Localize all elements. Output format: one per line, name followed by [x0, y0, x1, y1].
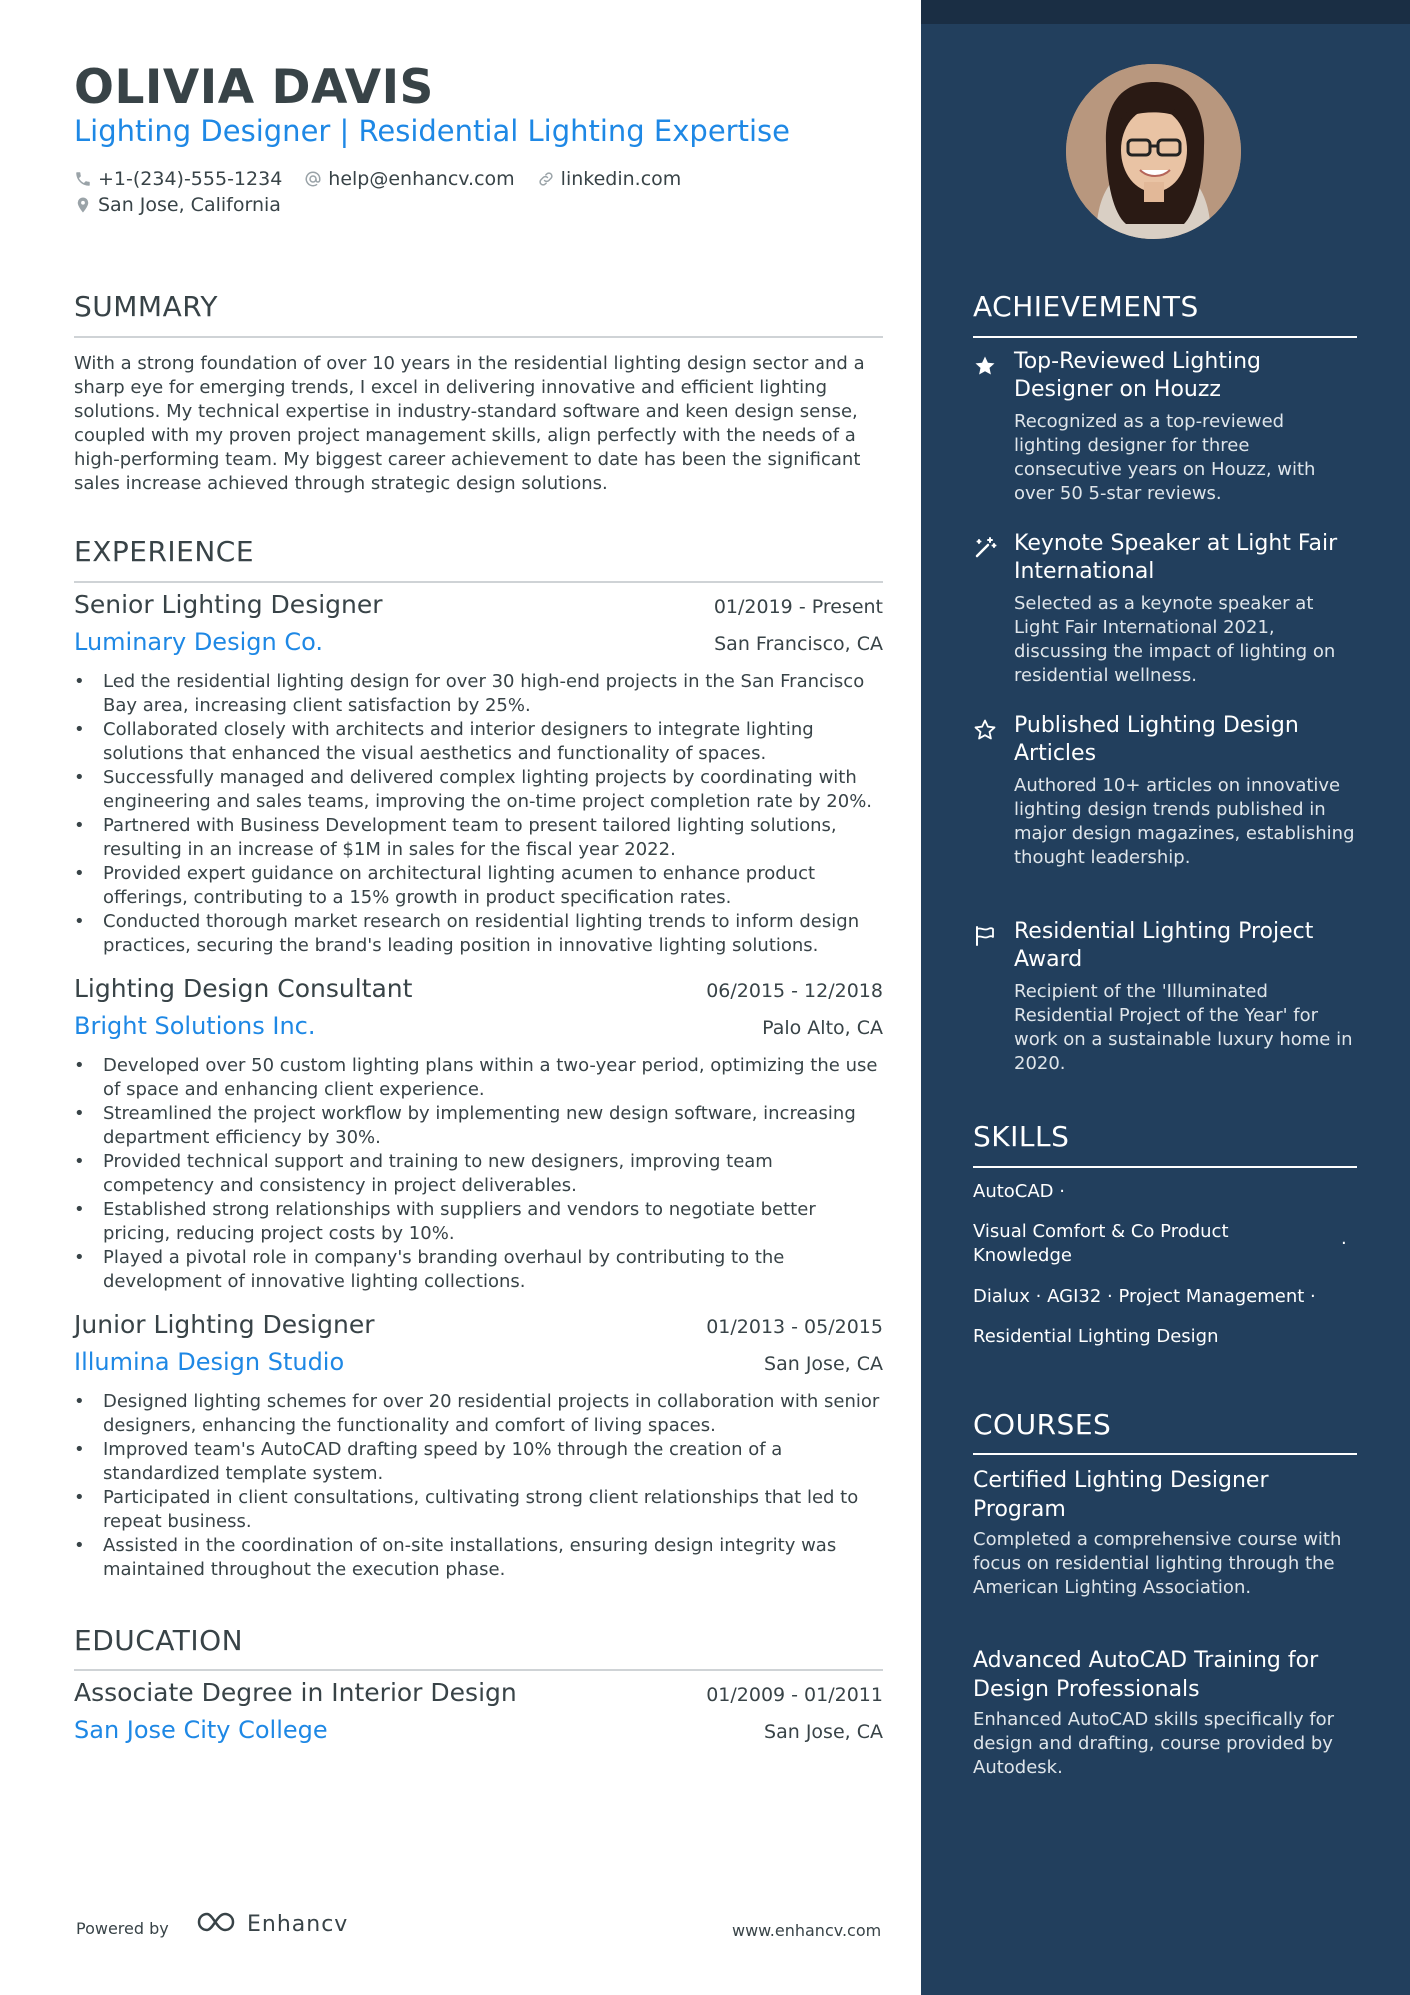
- link-icon: [537, 170, 555, 188]
- location-text: San Jose, California: [98, 194, 281, 216]
- course-desc: Completed a comprehensive course with focus on residential lighting through the American Lighting Association.: [973, 1529, 1342, 1598]
- phone-text: +1-(234)-555-1234: [98, 168, 283, 190]
- school-location: San Jose, CA: [764, 1721, 883, 1743]
- bullet-item: • Led the residential lighting design for over 30 high-end projects in the San Francisco Bay area, increasing client satisfaction by 25%.: [74, 670, 883, 718]
- achievement-title: Keynote Speaker at Light Fair International: [1014, 531, 1338, 584]
- achievement-item: [973, 918, 1357, 1076]
- achievement-desc: Recognized as a top-reviewed lighting designer for three consecutive years on Houzz, with over 50 5-star reviews.: [1014, 411, 1316, 504]
- courses-divider: [973, 1453, 1357, 1455]
- phone-icon: [74, 170, 92, 188]
- bullet-item: • Partnered with Business Development team to present tailored lighting solutions, resulting in an increase of $1M in sales for the fiscal year 2022.: [74, 814, 883, 862]
- email-item[interactable]: [304, 168, 514, 190]
- bullet-item: • Developed over 50 custom lighting plans within a two-year period, optimizing the use of space and enhancing client experience.: [74, 1054, 883, 1102]
- candidate-name: OLIVIA DAVIS: [74, 60, 434, 115]
- course-title: Advanced AutoCAD Training for Design Professionals: [973, 1648, 1319, 1702]
- enhancv-brand-text: Enhancv: [247, 1911, 349, 1937]
- achievement-item: [973, 530, 1357, 688]
- enhancv-logo-icon: [195, 1910, 239, 1938]
- course-item: [973, 1646, 1357, 1780]
- bullet-item: • Improved team's AutoCAD drafting speed by 10% through the creation of a standardized template system.: [74, 1438, 883, 1486]
- bullet-item: • Established strong relationships with suppliers and vendors to negotiate better pricing, reducing project costs by 10%.: [74, 1198, 883, 1246]
- email-text[interactable]: help@enhancv.com: [328, 168, 515, 190]
- summary-text: With a strong foundation of over 10 years in the residential lighting design sector and a sharp eye for emerging trends, I excel in delivering innovative and efficient lighting solutions. My technical expertise in industry-standard software and keen design sense, coupled with my proven project management skills, align perfectly with the needs of a high-performing team. My biggest career achievement to date has been the significant sales increase achieved through strategic design solutions.: [74, 353, 865, 494]
- achievement-title: Residential Lighting Project Award: [1014, 919, 1314, 972]
- powered-by-label: Powered by: [76, 1919, 169, 1938]
- skill-tag: Residential Lighting Design: [973, 1326, 1219, 1347]
- course-desc: Enhanced AutoCAD skills specifically for design and drafting, course provided by Autodesk.: [973, 1709, 1335, 1778]
- bullet-item: • Collaborated closely with architects and interior designers to integrate lighting solutions that enhanced the visual aesthetics and functionality of spaces.: [74, 718, 883, 766]
- profile-photo: [1066, 64, 1241, 239]
- at-icon: [304, 170, 322, 188]
- contact-info: [74, 166, 703, 218]
- achievement-desc: Selected as a keynote speaker at Light Fair International 2021, discussing the impact of lighting on residential wellness.: [1014, 593, 1336, 686]
- skill-tag: Visual Comfort & Co Product: [973, 1221, 1229, 1242]
- degree-name: Associate Degree in Interior Design: [74, 1678, 517, 1707]
- job-entry: [74, 974, 883, 1294]
- linkedin-item[interactable]: [537, 168, 682, 190]
- experience-divider: [74, 581, 883, 583]
- job-role: Junior Lighting Designer: [74, 1310, 375, 1339]
- job-entry: [74, 1310, 883, 1582]
- skill-separator: ·: [1341, 1233, 1347, 1254]
- footer-url[interactable]: www.enhancv.com: [732, 1921, 882, 1940]
- job-company: Bright Solutions Inc.: [74, 1012, 316, 1040]
- location-item: [74, 194, 281, 216]
- job-bullets: [74, 1390, 883, 1582]
- bullet-item: • Provided technical support and training to new designers, improving team competency and consistency in project deliverables.: [74, 1150, 883, 1198]
- job-company: Luminary Design Co.: [74, 628, 323, 656]
- phone-item: [74, 168, 282, 190]
- education-divider: [74, 1669, 883, 1671]
- job-dates: 06/2015 - 12/2018: [706, 980, 883, 1002]
- job-entry: [74, 590, 883, 958]
- job-dates: 01/2013 - 05/2015: [706, 1316, 883, 1338]
- bullet-item: • Conducted thorough market research on residential lighting trends to inform design practices, securing the brand's leading position in innovative lighting solutions.: [74, 910, 883, 958]
- bullet-item: • Played a pivotal role in company's branding overhaul by contributing to the development of innovative lighting collections.: [74, 1246, 883, 1294]
- skill-tag: Knowledge: [973, 1245, 1072, 1266]
- achievement-item: [973, 712, 1357, 870]
- bullet-item: • Successfully managed and delivered complex lighting projects by coordinating with engineering and sales teams, improving the on-time project completion rate by 20%.: [74, 766, 883, 814]
- candidate-title: Lighting Designer | Residential Lighting Expertise: [74, 114, 790, 148]
- education-heading: EDUCATION: [74, 1624, 244, 1657]
- skill-tag: AutoCAD ·: [973, 1181, 1065, 1202]
- skills-divider: [973, 1166, 1357, 1168]
- flag-icon: [973, 924, 997, 948]
- achievement-title: Top-Reviewed Lighting Designer on Houzz: [1014, 349, 1261, 402]
- school-name: San Jose City College: [74, 1716, 328, 1744]
- education-entry: [74, 1678, 883, 1754]
- bullet-item: • Participated in client consultations, cultivating strong client relationships that led to repeat business.: [74, 1486, 883, 1534]
- job-location: San Jose, CA: [764, 1353, 883, 1375]
- job-role: Lighting Design Consultant: [74, 974, 413, 1003]
- location-pin-icon: [74, 196, 92, 214]
- achievement-desc: Authored 10+ articles on innovative lighting design trends published in major design magazines, establishing thought leadership.: [1014, 775, 1355, 868]
- achievements-heading: ACHIEVEMENTS: [973, 290, 1199, 323]
- bullet-item: • Streamlined the project workflow by implementing new design software, increasing department efficiency by 30%.: [74, 1102, 883, 1150]
- linkedin-text[interactable]: linkedin.com: [560, 168, 682, 190]
- education-dates: 01/2009 - 01/2011: [706, 1684, 883, 1706]
- skills-heading: SKILLS: [973, 1120, 1070, 1153]
- experience-heading: EXPERIENCE: [74, 535, 255, 568]
- bullet-item: • Provided expert guidance on architectural lighting acumen to enhance product offerings, contributing to a 15% growth in product specification rates.: [74, 862, 883, 910]
- job-bullets: [74, 1054, 883, 1294]
- achievement-title: Published Lighting Design Articles: [1014, 713, 1299, 766]
- summary-heading: SUMMARY: [74, 290, 219, 323]
- magic-wand-icon: [973, 536, 997, 560]
- course-title: Certified Lighting Designer Program: [973, 1468, 1269, 1522]
- job-location: San Francisco, CA: [714, 633, 883, 655]
- achievement-desc: Recipient of the 'Illuminated Residential Project of the Year' for work on a sustainable luxury home in 2020.: [1014, 981, 1353, 1074]
- sidebar: [921, 0, 1410, 1995]
- bullet-item: • Assisted in the coordination of on-site installations, ensuring design integrity was maintained throughout the execution phase.: [74, 1534, 883, 1582]
- achievement-item: [973, 348, 1357, 506]
- job-dates: 01/2019 - Present: [713, 596, 883, 618]
- courses-heading: COURSES: [973, 1408, 1112, 1441]
- sidebar-top-bar: [921, 0, 1410, 24]
- star-filled-icon: [973, 354, 997, 378]
- star-outline-icon: [973, 718, 997, 742]
- course-item: [973, 1466, 1357, 1600]
- job-role: Senior Lighting Designer: [74, 590, 383, 619]
- job-bullets: [74, 670, 883, 958]
- skill-tag: Dialux · AGI32 · Project Management ·: [973, 1286, 1316, 1307]
- achievements-divider: [973, 336, 1357, 338]
- enhancv-logo[interactable]: [195, 1910, 348, 1938]
- bullet-item: • Designed lighting schemes for over 20 residential projects in collaboration with senior designers, enhancing the functionality and comfort of living spaces.: [74, 1390, 883, 1438]
- job-company: Illumina Design Studio: [74, 1348, 345, 1376]
- summary-divider: [74, 336, 883, 338]
- job-location: Palo Alto, CA: [762, 1017, 883, 1039]
